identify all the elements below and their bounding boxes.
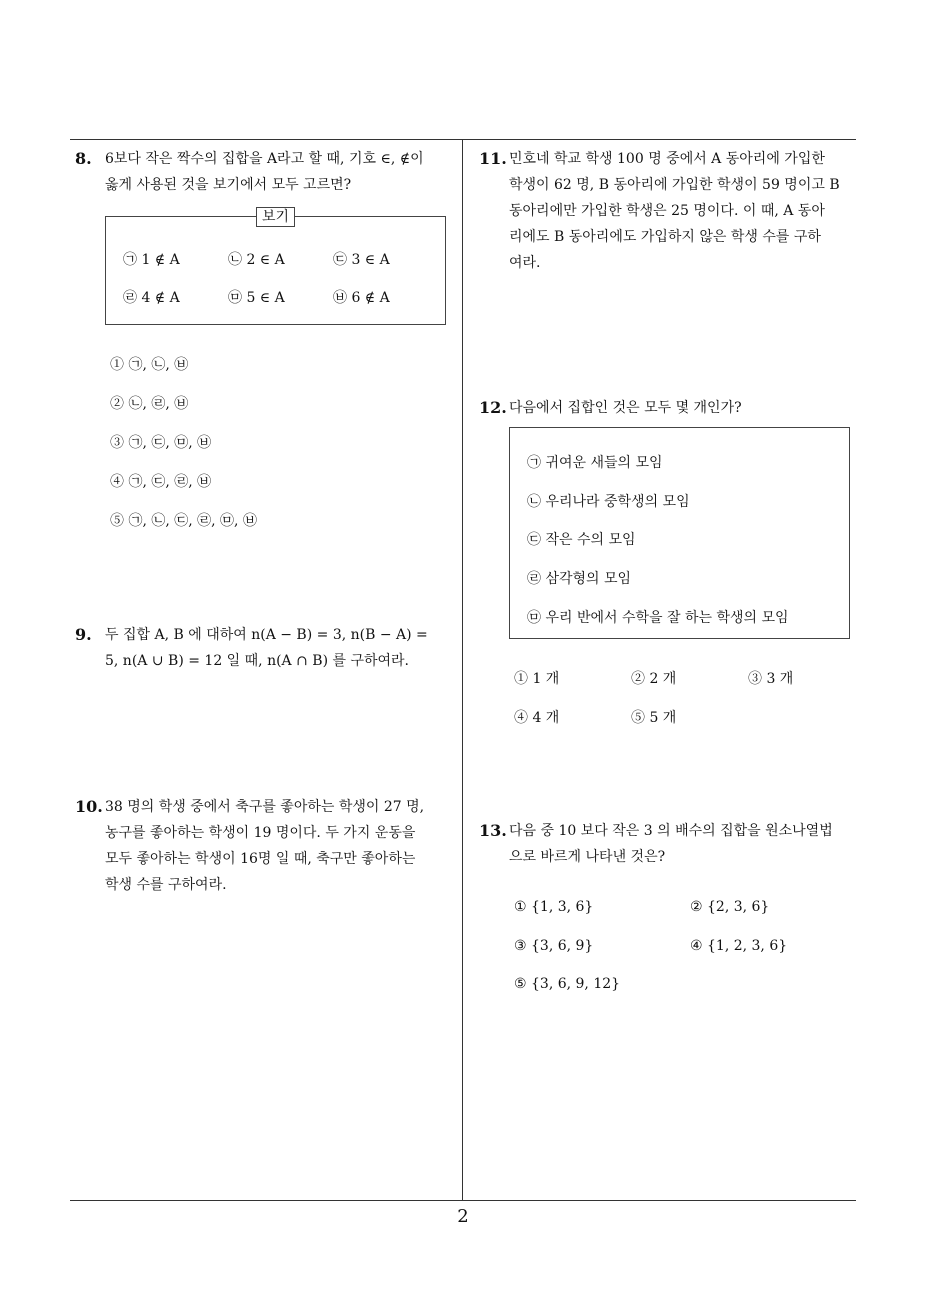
problem-number: 9. bbox=[75, 625, 92, 644]
answer-choice-2[interactable]: ② {2, 3, 6} bbox=[690, 899, 770, 915]
statement-item: ㉣ 삼각형의 모임 bbox=[527, 571, 632, 587]
problem-text-line: 다음에서 집합인 것은 모두 몇 개인가? bbox=[509, 400, 742, 416]
statement-item: ㉡ 우리나라 중학생의 모임 bbox=[527, 494, 690, 510]
answer-choice-1[interactable]: ① {1, 3, 6} bbox=[514, 899, 594, 915]
answer-choice-1[interactable]: ① ㉠, ㉡, ㉥ bbox=[110, 357, 189, 373]
problem-text-line: 농구를 좋아하는 학생이 19 명이다. 두 가지 운동을 bbox=[105, 825, 416, 841]
problem-text-line: 여라. bbox=[509, 255, 541, 271]
answer-choice-3[interactable]: ③ 3 개 bbox=[748, 671, 794, 687]
example-box-title: 보기 bbox=[256, 207, 295, 227]
problem-text-line: 38 명의 학생 중에서 축구를 좋아하는 학생이 27 명, bbox=[105, 799, 425, 815]
example-item: ㉣ 4 ∉ A bbox=[123, 290, 180, 306]
problem-text-line: 동아리에만 가입한 학생은 25 명이다. 이 때, A 동아 bbox=[509, 203, 825, 219]
answer-choice-3[interactable]: ③ ㉠, ㉢, ㉤, ㉥ bbox=[110, 435, 212, 451]
problem-number: 8. bbox=[75, 149, 92, 168]
answer-choice-1[interactable]: ① 1 개 bbox=[514, 671, 560, 687]
problem-number: 10. bbox=[75, 797, 103, 816]
problem-number: 11. bbox=[479, 149, 507, 168]
statement-box bbox=[509, 427, 850, 639]
problem-text-line: 으로 바르게 나타낸 것은? bbox=[509, 849, 666, 865]
answer-choice-5[interactable]: ⑤ ㉠, ㉡, ㉢, ㉣, ㉤, ㉥ bbox=[110, 513, 257, 529]
problem-text-line: 민호네 학교 학생 100 명 중에서 A 동아리에 가입한 bbox=[509, 151, 825, 167]
page-number: 2 bbox=[457, 1206, 469, 1227]
problem-text-line: 학생이 62 명, B 동아리에 가입한 학생이 59 명이고 B bbox=[509, 177, 840, 193]
statement-item: ㉠ 귀여운 새들의 모임 bbox=[527, 455, 663, 471]
problem-text-line: 다음 중 10 보다 작은 3 의 배수의 집합을 원소나열법 bbox=[509, 823, 833, 839]
problem-text-line: 학생 수를 구하여라. bbox=[105, 877, 227, 893]
problem-text-line: 두 집합 A, B 에 대하여 n(A − B) = 3, n(B − A) = bbox=[105, 627, 428, 643]
statement-item: ㉤ 우리 반에서 수학을 잘 하는 학생의 모임 bbox=[527, 610, 789, 626]
answer-choice-4[interactable]: ④ {1, 2, 3, 6} bbox=[690, 938, 788, 954]
answer-choice-5[interactable]: ⑤ 5 개 bbox=[631, 710, 677, 726]
answer-choice-2[interactable]: ② 2 개 bbox=[631, 671, 677, 687]
problem-number: 13. bbox=[479, 821, 507, 840]
statement-item: ㉢ 작은 수의 모임 bbox=[527, 532, 636, 548]
example-item: ㉢ 3 ∈ A bbox=[333, 252, 390, 268]
example-item: ㉠ 1 ∉ A bbox=[123, 252, 180, 268]
answer-choice-4[interactable]: ④ ㉠, ㉢, ㉣, ㉥ bbox=[110, 474, 212, 490]
example-item: ㉥ 6 ∉ A bbox=[333, 290, 390, 306]
problem-text-line: 리에도 B 동아리에도 가입하지 않은 학생 수를 구하 bbox=[509, 229, 821, 245]
answer-choice-2[interactable]: ② ㉡, ㉣, ㉥ bbox=[110, 396, 189, 412]
example-item: ㉤ 5 ∈ A bbox=[228, 290, 285, 306]
answer-choice-3[interactable]: ③ {3, 6, 9} bbox=[514, 938, 594, 954]
problem-text-line: 모두 좋아하는 학생이 16명 일 때, 축구만 좋아하는 bbox=[105, 851, 416, 867]
answer-choice-4[interactable]: ④ 4 개 bbox=[514, 710, 560, 726]
bottom-rule bbox=[70, 1200, 856, 1201]
problem-text-line: 5, n(A ∪ B) = 12 일 때, n(A ∩ B) 를 구하여라. bbox=[105, 653, 410, 669]
problem-text-line: 옳게 사용된 것을 보기에서 모두 고르면? bbox=[105, 177, 352, 193]
answer-choice-5[interactable]: ⑤ {3, 6, 9, 12} bbox=[514, 976, 621, 992]
problem-number: 12. bbox=[479, 398, 507, 417]
example-item: ㉡ 2 ∈ A bbox=[228, 252, 285, 268]
problem-text-line: 6보다 작은 짝수의 집합을 A라고 할 때, 기호 ∈, ∉이 bbox=[105, 151, 424, 167]
